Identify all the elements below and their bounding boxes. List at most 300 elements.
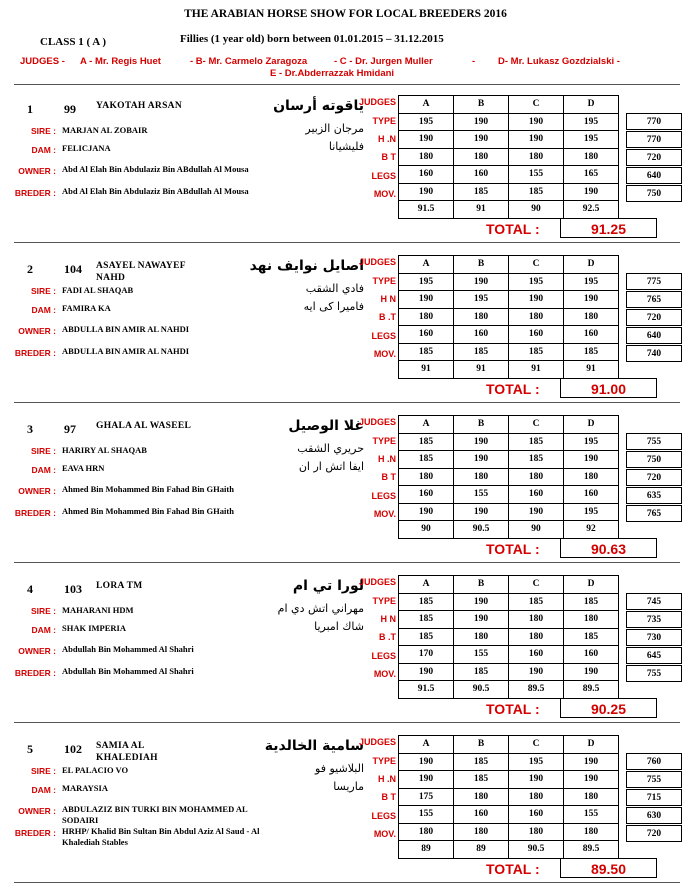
judge-b: - B- Mr. Carmelo Zaragoza xyxy=(190,56,308,67)
score-row-hn xyxy=(399,131,619,149)
judge-c: - C - Dr. Jurgen Muller xyxy=(334,56,433,67)
score-row-mov xyxy=(399,663,619,681)
score-cell: 165 xyxy=(564,166,619,184)
page-title: THE ARABIAN HORSE SHOW FOR LOCAL BREEDERS 2016 xyxy=(184,8,507,20)
score-cell: 195 xyxy=(564,433,619,451)
criteria-total-cell: 760 xyxy=(626,753,682,770)
criteria-body-topline: B .T xyxy=(379,632,396,642)
score-cell: 155 xyxy=(454,486,509,504)
sire-name-arabic: مهراني اتش دي ام xyxy=(277,602,364,615)
score-row-avg xyxy=(399,361,619,379)
score-table xyxy=(398,255,619,379)
score-cell: 92.5 xyxy=(564,201,619,219)
score-cell: 180 xyxy=(564,468,619,486)
total-label: TOTAL : xyxy=(486,381,540,397)
score-row-avg xyxy=(399,841,619,859)
criteria-total-cell: 770 xyxy=(626,113,682,130)
breeder-name: Abdullah Bin Mohammed Al Shahri xyxy=(62,666,194,676)
dam-label: DAM : xyxy=(31,145,56,155)
score-row-bt xyxy=(399,468,619,486)
owner-name: Ahmed Bin Mohammed Bin Fahad Bin GHaith xyxy=(62,484,234,494)
breeder-label: BREDER : xyxy=(14,828,56,838)
total-label: TOTAL : xyxy=(486,861,540,877)
judges-prefix: JUDGES - xyxy=(20,56,65,67)
criteria-total-cell: 755 xyxy=(626,433,682,450)
sire-label: SIRE : xyxy=(30,286,56,296)
sire-label: SIRE : xyxy=(30,126,56,136)
score-cell: 160 xyxy=(564,486,619,504)
score-cell: 190 xyxy=(454,113,509,131)
entry-card xyxy=(0,408,691,568)
score-cell: 170 xyxy=(399,646,454,664)
score-cell: 90 xyxy=(509,201,564,219)
score-cell: 90.5 xyxy=(454,521,509,539)
score-cell: 190 xyxy=(454,451,509,469)
score-cell: 185 xyxy=(399,451,454,469)
score-cell: 90.5 xyxy=(454,681,509,699)
owner-label: OWNER : xyxy=(18,646,56,656)
score-cell: A xyxy=(399,416,454,434)
score-row-head xyxy=(399,256,619,274)
criteria-movement: MOV. xyxy=(373,669,396,679)
dam-name: FELICJANA xyxy=(62,143,111,153)
score-cell: 185 xyxy=(564,628,619,646)
criteria-total-cell: 720 xyxy=(626,309,682,326)
score-cell: 180 xyxy=(509,823,564,841)
sire-name: MARJAN AL ZOBAIR xyxy=(62,125,148,135)
total-label: TOTAL : xyxy=(486,221,540,237)
criteria-body-topline: B T xyxy=(381,792,396,802)
score-cell: 185 xyxy=(454,771,509,789)
score-row-bt xyxy=(399,148,619,166)
score-cell: D xyxy=(564,256,619,274)
criteria-body-topline: B T xyxy=(381,472,396,482)
breeder-label: BREDER : xyxy=(14,348,56,358)
dam-name: EAVA HRN xyxy=(62,463,105,473)
score-cell: B xyxy=(454,416,509,434)
score-cell: 155 xyxy=(564,806,619,824)
owner-label: OWNER : xyxy=(18,166,56,176)
dam-label: DAM : xyxy=(31,625,56,635)
score-row-head xyxy=(399,416,619,434)
score-cell: 195 xyxy=(399,273,454,291)
score-row-legs xyxy=(399,486,619,504)
criteria-body-topline: B .T xyxy=(379,312,396,322)
criteria-total-cell: 735 xyxy=(626,611,682,628)
dam-name: MARAYSIA xyxy=(62,783,108,793)
score-cell: 180 xyxy=(399,468,454,486)
criteria-total-cell: 640 xyxy=(626,327,682,344)
score-row-type xyxy=(399,433,619,451)
horse-name-arabic: اصايل نوايف نهد xyxy=(249,258,364,274)
score-cell: 185 xyxy=(399,593,454,611)
score-cell: 180 xyxy=(509,308,564,326)
score-cell: 190 xyxy=(564,451,619,469)
score-cell: 89 xyxy=(399,841,454,859)
criteria-total-cell: 720 xyxy=(626,825,682,842)
score-cell: 190 xyxy=(509,291,564,309)
criteria-total-cell: 755 xyxy=(626,665,682,682)
criteria-type: TYPE xyxy=(372,756,396,766)
score-cell: 190 xyxy=(454,433,509,451)
criteria-total-cell: 770 xyxy=(626,131,682,148)
score-cell: 91 xyxy=(399,361,454,379)
catalog-number: 99 xyxy=(64,102,76,116)
criteria-total-cell: 745 xyxy=(626,593,682,610)
score-cell: 89 xyxy=(454,841,509,859)
criteria-total-cell: 765 xyxy=(626,291,682,308)
total-label: TOTAL : xyxy=(486,541,540,557)
score-row-hn xyxy=(399,291,619,309)
criteria-body-topline: B T xyxy=(381,152,396,162)
score-row-mov xyxy=(399,823,619,841)
score-row-head xyxy=(399,576,619,594)
score-cell: 155 xyxy=(454,646,509,664)
score-cell: 190 xyxy=(454,503,509,521)
score-cell: 190 xyxy=(399,771,454,789)
criteria-total-cell: 715 xyxy=(626,789,682,806)
score-cell: 180 xyxy=(564,823,619,841)
judge-d: D- Mr. Lukasz Gozdzialski - xyxy=(498,56,620,67)
score-cell: B xyxy=(454,736,509,754)
judge-separator: - xyxy=(472,56,476,67)
criteria-head-neck: H .N xyxy=(378,454,396,464)
score-cell: 185 xyxy=(399,611,454,629)
score-cell: 190 xyxy=(564,291,619,309)
score-cell: 185 xyxy=(564,593,619,611)
score-cell: 160 xyxy=(509,486,564,504)
breeder-label: BREDER : xyxy=(14,508,56,518)
score-cell: C xyxy=(509,576,564,594)
score-cell: 91.5 xyxy=(399,681,454,699)
score-cell: 185 xyxy=(509,343,564,361)
score-cell: 195 xyxy=(454,291,509,309)
score-cell: 185 xyxy=(509,433,564,451)
entry-position: 4 xyxy=(27,582,33,596)
score-row-hn xyxy=(399,611,619,629)
score-cell: 190 xyxy=(399,131,454,149)
criteria-totals xyxy=(626,273,682,363)
catalog-number: 103 xyxy=(64,582,82,596)
score-cell: B xyxy=(454,96,509,114)
owner-name: ABDULAZIZ BIN TURKI BIN MOHAMMED AL SODAIRI xyxy=(62,804,248,825)
score-cell: 185 xyxy=(509,183,564,201)
score-cell: 190 xyxy=(399,291,454,309)
horse-name: LORA TM xyxy=(96,581,143,591)
score-cell: 90 xyxy=(399,521,454,539)
criteria-legs: LEGS xyxy=(371,651,396,661)
criteria-head-neck: H N xyxy=(380,294,396,304)
score-row-head xyxy=(399,736,619,754)
criteria-totals xyxy=(626,593,682,683)
divider xyxy=(14,882,680,883)
score-cell: 160 xyxy=(454,326,509,344)
total-score: 91.25 xyxy=(560,218,657,238)
score-cell: 160 xyxy=(454,166,509,184)
score-cell: 160 xyxy=(509,806,564,824)
class-label: CLASS 1 ( A ) xyxy=(40,36,107,48)
sire-name-arabic: فادي الشقب xyxy=(305,282,364,295)
score-cell: 185 xyxy=(509,593,564,611)
score-row-type xyxy=(399,273,619,291)
score-cell: D xyxy=(564,736,619,754)
score-table xyxy=(398,415,619,539)
criteria-legs: LEGS xyxy=(371,491,396,501)
score-row-avg xyxy=(399,521,619,539)
total-score: 89.50 xyxy=(560,858,657,878)
score-cell: 155 xyxy=(509,166,564,184)
score-cell: D xyxy=(564,576,619,594)
score-cell: A xyxy=(399,96,454,114)
criteria-head-neck: H .N xyxy=(378,774,396,784)
score-row-type xyxy=(399,113,619,131)
criteria-judges: JUDGES xyxy=(358,257,396,267)
score-cell: C xyxy=(509,736,564,754)
breeder-name: Abd Al Elah Bin Abdulaziz Bin ABdullah Al Mousa xyxy=(62,186,249,196)
total-score: 90.63 xyxy=(560,538,657,558)
entry-position: 2 xyxy=(27,262,33,276)
score-cell: D xyxy=(564,96,619,114)
score-cell: 180 xyxy=(399,308,454,326)
score-cell: 160 xyxy=(399,486,454,504)
score-cell: 190 xyxy=(399,663,454,681)
criteria-type: TYPE xyxy=(372,276,396,286)
criteria-totals xyxy=(626,113,682,203)
score-cell: 190 xyxy=(509,663,564,681)
owner-name: Abdullah Bin Mohammed Al Shahri xyxy=(62,644,194,654)
score-cell: 190 xyxy=(509,131,564,149)
score-cell: 190 xyxy=(509,113,564,131)
divider xyxy=(14,722,680,723)
sire-name: HARIRY AL SHAQAB xyxy=(62,445,147,455)
score-cell: 190 xyxy=(564,753,619,771)
score-table xyxy=(398,95,619,219)
catalog-number: 102 xyxy=(64,742,82,756)
dam-name-arabic: شاك امبريا xyxy=(314,620,364,633)
sire-name-arabic: مرجان الزبير xyxy=(305,122,364,135)
owner-label: OWNER : xyxy=(18,326,56,336)
criteria-total-cell: 750 xyxy=(626,451,682,468)
divider xyxy=(14,562,680,563)
owner-name: Abd Al Elah Bin Abdulaziz Bin ABdullah Al Mousa xyxy=(62,164,249,174)
score-cell: 91 xyxy=(454,201,509,219)
divider xyxy=(14,402,680,403)
score-cell: 185 xyxy=(454,753,509,771)
sire-name: MAHARANI HDM xyxy=(62,605,134,615)
entry-card xyxy=(0,728,691,888)
score-cell: 190 xyxy=(399,503,454,521)
score-cell: 180 xyxy=(509,611,564,629)
score-row-legs xyxy=(399,806,619,824)
dam-name-arabic: ماريسا xyxy=(333,780,364,793)
score-cell: 91 xyxy=(564,361,619,379)
dam-name-arabic: فليشيانا xyxy=(328,140,364,153)
breeder-label: BREDER : xyxy=(14,188,56,198)
score-cell: 190 xyxy=(509,503,564,521)
score-cell: 160 xyxy=(399,326,454,344)
score-row-hn xyxy=(399,771,619,789)
criteria-judges: JUDGES xyxy=(358,577,396,587)
criteria-movement: MOV. xyxy=(373,189,396,199)
score-cell: 185 xyxy=(564,343,619,361)
entry-position: 3 xyxy=(27,422,33,436)
score-cell: 90 xyxy=(509,521,564,539)
score-cell: 190 xyxy=(564,663,619,681)
horse-name: SAMIA AL KHALEDIAH xyxy=(96,741,158,763)
horse-name-arabic: ياقوته أرسان xyxy=(273,98,364,114)
total-score: 91.00 xyxy=(560,378,657,398)
score-cell: 180 xyxy=(454,628,509,646)
score-row-avg xyxy=(399,681,619,699)
score-cell: 92 xyxy=(564,521,619,539)
score-cell: 195 xyxy=(399,113,454,131)
score-cell: 190 xyxy=(454,131,509,149)
score-cell: 185 xyxy=(399,628,454,646)
entry-card xyxy=(0,568,691,728)
criteria-total-cell: 640 xyxy=(626,167,682,184)
score-cell: 195 xyxy=(509,273,564,291)
criteria-movement: MOV. xyxy=(373,509,396,519)
criteria-total-cell: 720 xyxy=(626,469,682,486)
entry-position: 1 xyxy=(27,102,33,116)
divider xyxy=(14,242,680,243)
total-score: 90.25 xyxy=(560,698,657,718)
score-row-legs xyxy=(399,326,619,344)
breeder-name: ABDULLA BIN AMIR AL NAHDI xyxy=(62,346,190,356)
score-cell: 195 xyxy=(564,113,619,131)
sire-name: FADI AL SHAQAB xyxy=(62,285,134,295)
dam-name: FAMIRA KA xyxy=(62,303,111,313)
score-cell: B xyxy=(454,256,509,274)
horse-name: YAKOTAH ARSAN xyxy=(96,101,182,111)
sire-name: EL PALACIO VO xyxy=(62,765,129,775)
horse-name: GHALA AL WASEEL xyxy=(96,421,192,431)
score-cell: 160 xyxy=(564,326,619,344)
criteria-legs: LEGS xyxy=(371,171,396,181)
score-cell: 190 xyxy=(399,183,454,201)
criteria-movement: MOV. xyxy=(373,349,396,359)
score-cell: 180 xyxy=(509,788,564,806)
owner-name: ABDULLA BIN AMIR AL NAHDI xyxy=(62,324,190,334)
score-cell: 180 xyxy=(454,823,509,841)
score-cell: 89.5 xyxy=(509,681,564,699)
criteria-totals xyxy=(626,433,682,523)
criteria-total-cell: 635 xyxy=(626,487,682,504)
score-cell: 195 xyxy=(564,273,619,291)
score-cell: 185 xyxy=(454,663,509,681)
score-cell: C xyxy=(509,416,564,434)
score-cell: 190 xyxy=(454,611,509,629)
score-cell: 91 xyxy=(509,361,564,379)
score-row-hn xyxy=(399,451,619,469)
score-cell: 195 xyxy=(564,131,619,149)
score-row-legs xyxy=(399,646,619,664)
sire-label: SIRE : xyxy=(30,766,56,776)
criteria-judges: JUDGES xyxy=(358,417,396,427)
score-cell: 180 xyxy=(454,468,509,486)
breeder-name: HRHP/ Khalid Bin Sultan Bin Abdul Aziz Al Saud - Al Khalediah Stables xyxy=(62,826,260,847)
score-cell: 180 xyxy=(509,628,564,646)
criteria-total-cell: 775 xyxy=(626,273,682,290)
dam-name: SHAK IMPERIA xyxy=(62,623,126,633)
score-cell: D xyxy=(564,416,619,434)
entry-position: 5 xyxy=(27,742,33,756)
score-cell: 195 xyxy=(564,503,619,521)
score-cell: B xyxy=(454,576,509,594)
score-cell: C xyxy=(509,96,564,114)
criteria-total-cell: 730 xyxy=(626,629,682,646)
score-cell: 180 xyxy=(564,148,619,166)
criteria-total-cell: 750 xyxy=(626,185,682,202)
score-cell: 180 xyxy=(399,823,454,841)
score-cell: 155 xyxy=(399,806,454,824)
score-cell: 190 xyxy=(454,593,509,611)
score-cell: A xyxy=(399,736,454,754)
entry-card xyxy=(0,88,691,248)
criteria-total-cell: 645 xyxy=(626,647,682,664)
divider xyxy=(14,84,680,85)
dam-name-arabic: ايفا اتش ار ان xyxy=(298,460,364,473)
owner-label: OWNER : xyxy=(18,806,56,816)
score-cell: 160 xyxy=(454,806,509,824)
score-row-type xyxy=(399,593,619,611)
score-cell: 91.5 xyxy=(399,201,454,219)
score-cell: A xyxy=(399,256,454,274)
sire-name-arabic: البلاشيو فو xyxy=(315,762,364,775)
score-cell: 180 xyxy=(399,148,454,166)
score-cell: 160 xyxy=(509,646,564,664)
score-cell: 185 xyxy=(399,433,454,451)
owner-label: OWNER : xyxy=(18,486,56,496)
score-cell: 180 xyxy=(564,308,619,326)
score-row-type xyxy=(399,753,619,771)
total-label: TOTAL : xyxy=(486,701,540,717)
breeder-label: BREDER : xyxy=(14,668,56,678)
score-cell: 185 xyxy=(454,343,509,361)
score-table xyxy=(398,735,619,859)
horse-name-arabic: سامية الخالدية xyxy=(264,738,364,754)
score-cell: 185 xyxy=(399,343,454,361)
dam-label: DAM : xyxy=(31,785,56,795)
dam-label: DAM : xyxy=(31,465,56,475)
class-description: Fillies (1 year old) born between 01.01.2015 – 31.12.2015 xyxy=(180,33,444,45)
score-cell: 89.5 xyxy=(564,681,619,699)
score-cell: C xyxy=(509,256,564,274)
score-cell: 180 xyxy=(454,788,509,806)
score-cell: 160 xyxy=(509,326,564,344)
criteria-legs: LEGS xyxy=(371,811,396,821)
sire-name-arabic: حريري الشقب xyxy=(297,442,364,455)
score-cell: 89.5 xyxy=(564,841,619,859)
score-cell: 190 xyxy=(509,771,564,789)
sire-label: SIRE : xyxy=(30,446,56,456)
score-row-bt xyxy=(399,788,619,806)
score-cell: 190 xyxy=(454,273,509,291)
criteria-head-neck: H N xyxy=(380,614,396,624)
criteria-type: TYPE xyxy=(372,116,396,126)
catalog-number: 104 xyxy=(64,262,82,276)
score-cell: 185 xyxy=(454,183,509,201)
criteria-head-neck: H .N xyxy=(378,134,396,144)
score-row-bt xyxy=(399,628,619,646)
breeder-name: Ahmed Bin Mohammed Bin Fahad Bin GHaith xyxy=(62,506,234,516)
criteria-judges: JUDGES xyxy=(358,97,396,107)
score-cell: 180 xyxy=(564,611,619,629)
score-row-mov xyxy=(399,183,619,201)
sire-label: SIRE : xyxy=(30,606,56,616)
score-cell: 185 xyxy=(509,451,564,469)
score-table xyxy=(398,575,619,699)
